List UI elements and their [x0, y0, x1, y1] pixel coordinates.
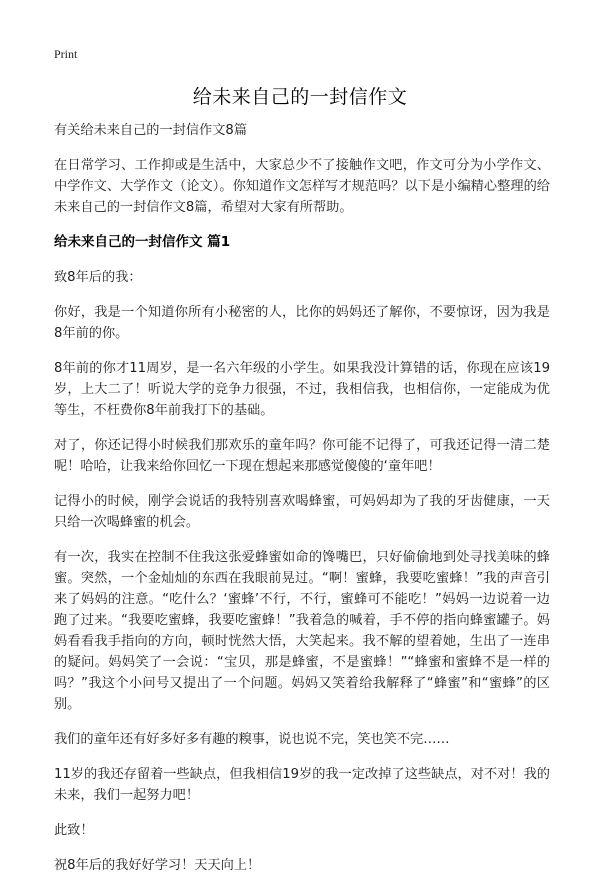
paragraph-salutation: 致8年后的我：	[54, 270, 142, 285]
document-subtitle: 有关给未来自己的一封信作文8篇	[54, 123, 248, 138]
intro-paragraph: 在日常学习、工作抑或是生活中，大家总少不了接触作文吧，作文可分为小学作文、中学作文、大学作文（论文）。你知道作文怎样写才规范吗？以下是小编精心整理的给未来自己的一封信作文8篇，希望对大家有所帮助。	[54, 158, 550, 215]
paragraph: 8年前的你才11周岁，是一名六年级的小学生。如果我没计算错的话，你现在应该19岁，上大二了！听说大学的竞争力很强，不过，我相信我，也相信你，一定能成为优等生，不枉费你8年前我打下的基础。	[54, 361, 550, 418]
section-heading: 给未来自己的一封信作文 篇1	[54, 234, 231, 250]
paragraph: 我们的童年还有好多好多有趣的糗事，说也说不完，笑也笑不完……	[54, 732, 450, 747]
paragraph: 对了，你还记得小时候我们那欢乐的童年吗？你可能不记得了，可我还记得一清二楚呢！哈哈，让我来给你回忆一下现在想起来那感觉傻傻的‘童年吧！	[54, 438, 550, 474]
paragraph-closing: 此致！	[54, 823, 94, 838]
paragraph: 11岁的我还存留着一些缺点，但我相信19岁的我一定改掉了这些缺点，对不对！我的未来，我们一起努力吧！	[54, 767, 550, 803]
document-body	[54, 120, 550, 890]
paragraph: 你好，我是一个知道你所有小秘密的人，比你的妈妈还了解你，不要惊讶，因为我是8年前的你。	[54, 305, 550, 341]
print-label: Print	[54, 47, 78, 61]
paragraph: 有一次，我实在控制不住我这张爱蜂蜜如命的馋嘴巴，只好偷偷地到处寻找美味的蜂蜜。突然，一个金灿灿的东西在我眼前晃过。“啊！蜜蜂，我要吃蜜蜂！”我的声音引来了妈妈的注意。“吃什么？‘蜜蜂’不行，不行，蜜蜂可不能吃！”妈妈一边说着一边跑了过来。“我要吃蜜蜂，我要吃蜜蜂！”我着急的喊着，手不停的指向蜂蜜罐子。妈妈看看我手指向的方向，顿时恍然大悟，大笑起来。我不解的望着她，生出了一连串的疑问。妈妈笑了一会说：“宝贝，那是蜂蜜，不是蜜蜂！”“蜂蜜和蜜蜂不是一样的吗？”我这个小问号又提出了一个问题。妈妈又笑着给我解释了“蜂蜜”和“蜜蜂”的区别。	[54, 550, 550, 712]
document-title: 给未来自己的一封信作文	[192, 86, 408, 108]
paragraph: 记得小的时候，刚学会说话的我特别喜欢喝蜂蜜，可妈妈却为了我的牙齿健康，一天只给一次喝蜂蜜的机会。	[54, 494, 550, 530]
paragraph-signoff: 祝8年后的我好好学习！天天向上！	[54, 858, 261, 873]
